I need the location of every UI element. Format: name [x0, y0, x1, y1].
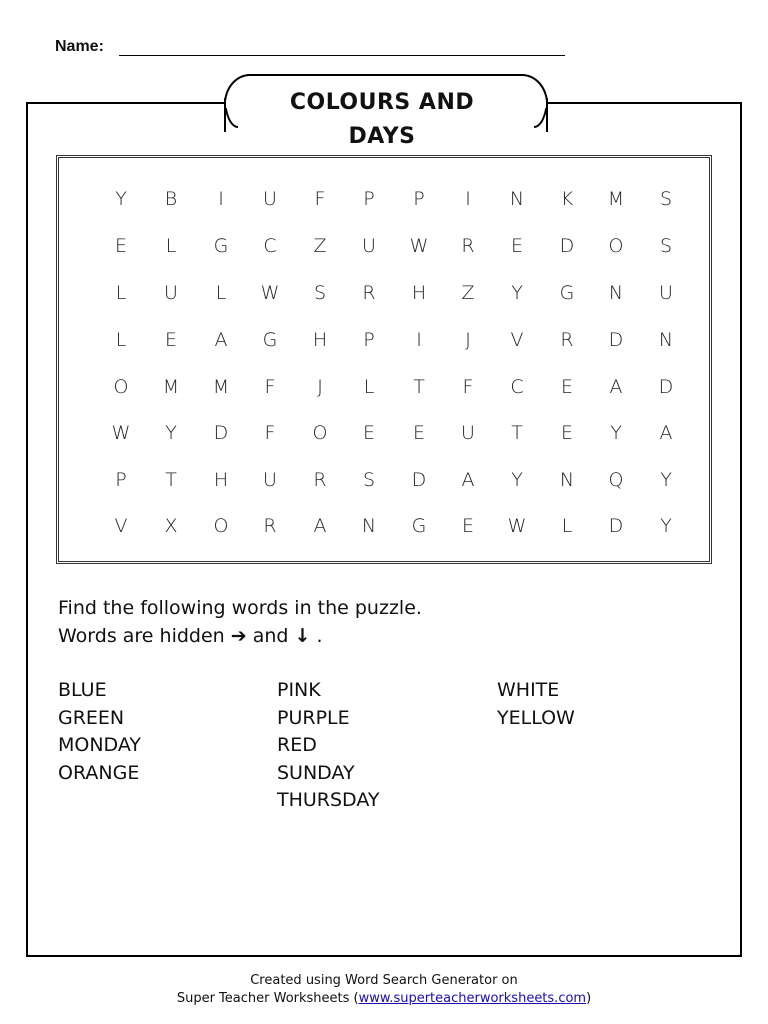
grid-letter[interactable]: D: [411, 469, 427, 491]
grid-letter[interactable]: R: [263, 515, 277, 537]
grid-letter[interactable]: L: [115, 329, 127, 351]
grid-letter[interactable]: E: [560, 422, 573, 444]
grid-row: [59, 188, 715, 228]
grid-letter[interactable]: A: [214, 329, 228, 351]
grid-letter[interactable]: R: [560, 329, 574, 351]
grid-letter[interactable]: A: [313, 515, 327, 537]
grid-letter[interactable]: F: [264, 422, 276, 444]
grid-letter[interactable]: H: [312, 329, 328, 351]
page-title: [260, 86, 504, 154]
grid-row: [59, 469, 715, 509]
grid-row: [59, 376, 715, 416]
grid-letter[interactable]: P: [363, 329, 375, 351]
grid-letter[interactable]: U: [362, 235, 376, 257]
grid-letter[interactable]: T: [511, 422, 523, 444]
grid-letter[interactable]: D: [658, 376, 674, 398]
grid-letter[interactable]: F: [264, 376, 276, 398]
grid-letter[interactable]: O: [213, 515, 229, 537]
grid-letter[interactable]: E: [510, 235, 523, 257]
grid-letter[interactable]: E: [412, 422, 425, 444]
instructions-line-2: Words are hidden ➔ and ↓ .: [58, 625, 323, 647]
grid-letter[interactable]: U: [461, 422, 475, 444]
title-line-2: DAYS: [348, 124, 416, 149]
grid-row: [59, 422, 715, 462]
grid-letter[interactable]: W: [260, 282, 280, 304]
grid-letter[interactable]: D: [608, 329, 624, 351]
word-search-grid: [56, 155, 712, 564]
grid-letter[interactable]: D: [608, 515, 624, 537]
name-label: Name:: [55, 38, 104, 55]
grid-letter[interactable]: I: [218, 188, 224, 210]
grid-letter[interactable]: J: [317, 376, 323, 398]
instructions: [58, 594, 422, 650]
title-line-1: COLOURS AND: [289, 90, 475, 115]
grid-letter[interactable]: N: [608, 282, 624, 304]
grid-letter[interactable]: U: [164, 282, 178, 304]
grid-letter[interactable]: E: [560, 376, 573, 398]
arrow-down-icon: ↓: [294, 625, 311, 647]
grid-letter[interactable]: D: [559, 235, 575, 257]
word-list-column-2: [277, 677, 380, 815]
word-list-item: YELLOW: [497, 706, 575, 729]
grid-letter[interactable]: W: [111, 422, 131, 444]
grid-letter[interactable]: L: [115, 282, 127, 304]
grid-letter[interactable]: L: [165, 235, 177, 257]
grid-letter[interactable]: Y: [165, 422, 177, 444]
grid-letter[interactable]: E: [461, 515, 474, 537]
instructions-line-1: Find the following words in the puzzle.: [58, 597, 422, 619]
grid-letter[interactable]: P: [115, 469, 127, 491]
name-underline[interactable]: [119, 55, 565, 56]
grid-letter[interactable]: R: [461, 235, 475, 257]
grid-letter[interactable]: A: [461, 469, 475, 491]
grid-letter[interactable]: U: [263, 188, 277, 210]
grid-letter[interactable]: A: [659, 422, 673, 444]
grid-letter[interactable]: D: [213, 422, 229, 444]
grid-letter[interactable]: I: [416, 329, 422, 351]
grid-letter[interactable]: M: [607, 188, 625, 210]
word-list-item: BLUE: [58, 679, 107, 701]
word-list-item: PINK: [277, 679, 321, 701]
grid-letter[interactable]: X: [164, 515, 178, 537]
grid-letter[interactable]: E: [164, 329, 177, 351]
word-list-item: ORANGE: [58, 761, 140, 784]
grid-row: [59, 329, 715, 369]
grid-letter[interactable]: Y: [511, 469, 523, 491]
grid-letter[interactable]: G: [411, 515, 427, 537]
grid-letter[interactable]: M: [212, 376, 230, 398]
word-list-item: GREEN: [58, 706, 125, 729]
grid-letter[interactable]: V: [510, 329, 524, 351]
grid-letter[interactable]: P: [363, 188, 375, 210]
grid-letter[interactable]: J: [465, 329, 471, 351]
grid-letter[interactable]: L: [561, 515, 573, 537]
footer-line-2: Super Teacher Worksheets (www.superteacherworksheets.com): [176, 991, 592, 1006]
grid-row: [59, 235, 715, 275]
grid-letter[interactable]: W: [409, 235, 429, 257]
grid-letter[interactable]: A: [609, 376, 623, 398]
grid-letter[interactable]: R: [362, 282, 376, 304]
grid-letter[interactable]: N: [509, 188, 525, 210]
grid-letter[interactable]: N: [559, 469, 575, 491]
grid-letter[interactable]: E: [114, 235, 127, 257]
grid-letter[interactable]: P: [413, 188, 425, 210]
grid-letter[interactable]: O: [113, 376, 129, 398]
grid-letter[interactable]: L: [215, 282, 227, 304]
word-list-item: THURSDAY: [277, 789, 380, 811]
word-list-column-1: [58, 677, 141, 787]
grid-letter[interactable]: W: [507, 515, 527, 537]
grid-letter[interactable]: Y: [660, 469, 672, 491]
word-list-item: PURPLE: [277, 706, 350, 729]
grid-letter[interactable]: Z: [461, 282, 475, 304]
grid-letter[interactable]: G: [213, 235, 229, 257]
word-list-item: WHITE: [497, 679, 560, 701]
grid-letter[interactable]: G: [262, 329, 278, 351]
footer-link[interactable]: www.superteacherworksheets.com: [358, 991, 587, 1006]
arrow-right-icon: ➔: [230, 625, 247, 647]
word-list-item: RED: [277, 734, 317, 756]
footer: [0, 972, 768, 1008]
grid-letter[interactable]: Z: [313, 235, 327, 257]
grid-letter[interactable]: B: [164, 188, 178, 210]
grid-row: [59, 515, 715, 555]
grid-letter[interactable]: I: [465, 188, 471, 210]
grid-letter[interactable]: C: [263, 235, 277, 257]
grid-letter[interactable]: T: [165, 469, 177, 491]
word-list-item: SUNDAY: [277, 761, 355, 784]
grid-letter[interactable]: K: [560, 188, 574, 210]
grid-letter[interactable]: Y: [511, 282, 523, 304]
grid-letter[interactable]: R: [313, 469, 327, 491]
grid-letter[interactable]: M: [162, 376, 180, 398]
grid-letter[interactable]: O: [312, 422, 328, 444]
grid-letter[interactable]: G: [559, 282, 575, 304]
grid-letter[interactable]: Y: [115, 188, 127, 210]
grid-letter[interactable]: T: [413, 376, 425, 398]
grid-row: [59, 282, 715, 322]
grid-letter[interactable]: H: [411, 282, 427, 304]
grid-letter[interactable]: V: [114, 515, 128, 537]
grid-letter[interactable]: O: [608, 235, 624, 257]
footer-line-1: Created using Word Search Generator on: [250, 973, 518, 988]
grid-letter[interactable]: N: [658, 329, 674, 351]
grid-letter[interactable]: F: [314, 188, 326, 210]
grid-letter[interactable]: L: [363, 376, 375, 398]
grid-letter[interactable]: U: [659, 282, 673, 304]
grid-letter[interactable]: S: [313, 282, 327, 304]
grid-letter[interactable]: Y: [660, 515, 672, 537]
grid-letter[interactable]: F: [462, 376, 474, 398]
grid-letter[interactable]: H: [213, 469, 229, 491]
name-field-row: [55, 38, 565, 62]
grid-letter[interactable]: Y: [610, 422, 622, 444]
grid-letter[interactable]: N: [361, 515, 377, 537]
grid-letter[interactable]: C: [510, 376, 524, 398]
grid-letter[interactable]: S: [362, 469, 376, 491]
grid-letter[interactable]: Q: [608, 469, 624, 491]
grid-letter[interactable]: U: [263, 469, 277, 491]
grid-letter[interactable]: E: [362, 422, 375, 444]
grid-letter[interactable]: S: [659, 188, 673, 210]
word-list-column-3: [497, 677, 575, 732]
grid-letter[interactable]: S: [659, 235, 673, 257]
word-list-item: MONDAY: [58, 734, 141, 756]
